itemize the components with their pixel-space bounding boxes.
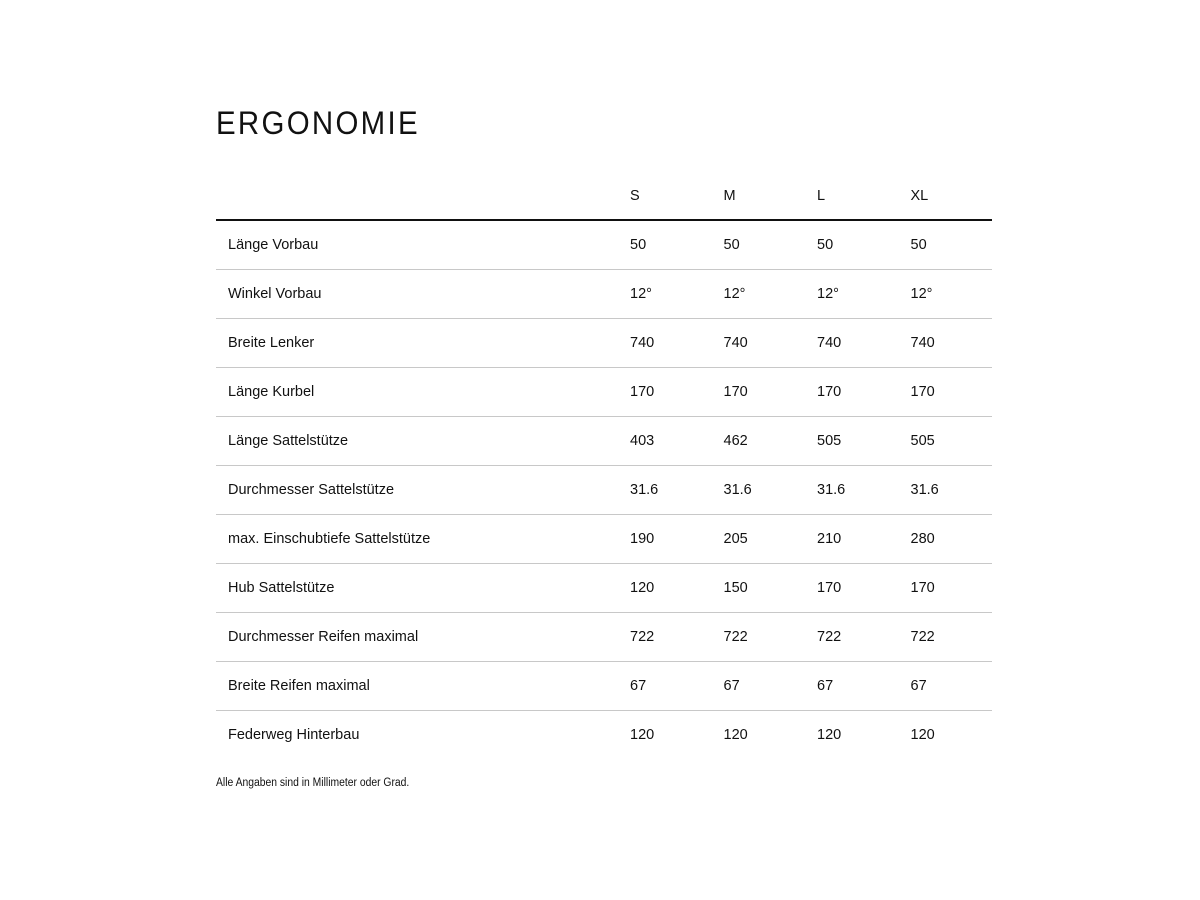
cell-value: 722 [712,613,806,662]
cell-value: 67 [805,662,899,711]
cell-value: 120 [630,727,655,743]
column-header-size-l: L [805,172,899,220]
cell-value: 210 [805,515,899,564]
cell-value: 12° [899,270,993,319]
cell-value: 120 [618,564,712,613]
row-label: Breite Reifen maximal [216,662,618,711]
row-label: Federweg Hinterbau [228,727,360,743]
row-label: Winkel Vorbau [216,270,618,319]
cell-value: 12° [712,270,806,319]
column-header-size-xl: XL [899,172,993,220]
table-row [216,564,992,613]
cell-value: 120 [910,727,935,743]
cell-value: 170 [805,564,899,613]
cell-value: 740 [618,319,712,368]
cell-value: 31.6 [899,466,993,515]
table-row [216,466,992,515]
table-row [216,220,992,270]
row-label: Hub Sattelstütze [216,564,618,613]
cell-value: 50 [899,220,993,270]
column-header-size-s: S [618,172,712,220]
cell-value: 170 [805,368,899,417]
cell-value: 740 [899,319,993,368]
cell-value: 722 [618,613,712,662]
column-header-label [216,172,618,220]
cell-value: 505 [805,417,899,466]
cell-value: 722 [805,613,899,662]
cell-value: 170 [899,564,993,613]
table-row [216,515,992,564]
cell-value: 170 [712,368,806,417]
table-row [216,711,992,760]
cell-value: 740 [805,319,899,368]
table-row [216,368,992,417]
cell-value: 12° [805,270,899,319]
table-header-row [216,172,992,220]
table-row [216,662,992,711]
row-label: Breite Lenker [216,319,618,368]
table-row [216,319,992,368]
table-row [216,613,992,662]
cell-value: 120 [723,727,748,743]
cell-value: 170 [618,368,712,417]
section-title: ERGONOMIE [216,105,420,141]
ergonomie-table [216,172,992,759]
cell-value: 50 [805,220,899,270]
cell-value: 150 [712,564,806,613]
row-label: Länge Sattelstütze [216,417,618,466]
cell-value: 31.6 [618,466,712,515]
cell-value: 403 [618,417,712,466]
cell-value: 722 [899,613,993,662]
cell-value: 67 [899,662,993,711]
cell-value: 50 [618,220,712,270]
cell-value: 50 [712,220,806,270]
cell-value: 505 [899,417,993,466]
table-row [216,270,992,319]
cell-value: 740 [712,319,806,368]
row-label: Durchmesser Reifen maximal [216,613,618,662]
cell-value: 462 [712,417,806,466]
cell-value: 67 [618,662,712,711]
cell-value: 31.6 [805,466,899,515]
cell-value: 12° [618,270,712,319]
row-label: Durchmesser Sattelstütze [216,466,618,515]
row-label: Länge Vorbau [216,220,618,270]
cell-value: 190 [618,515,712,564]
cell-value: 67 [712,662,806,711]
units-footnote: Alle Angaben sind in Millimeter oder Grad. [216,777,410,789]
cell-value: 31.6 [712,466,806,515]
cell-value: 205 [712,515,806,564]
table-row [216,417,992,466]
cell-value: 280 [899,515,993,564]
column-header-size-m: M [712,172,806,220]
cell-value: 170 [899,368,993,417]
cell-value: 120 [817,727,842,743]
row-label: Länge Kurbel [216,368,618,417]
row-label: max. Einschubtiefe Sattelstütze [216,515,618,564]
